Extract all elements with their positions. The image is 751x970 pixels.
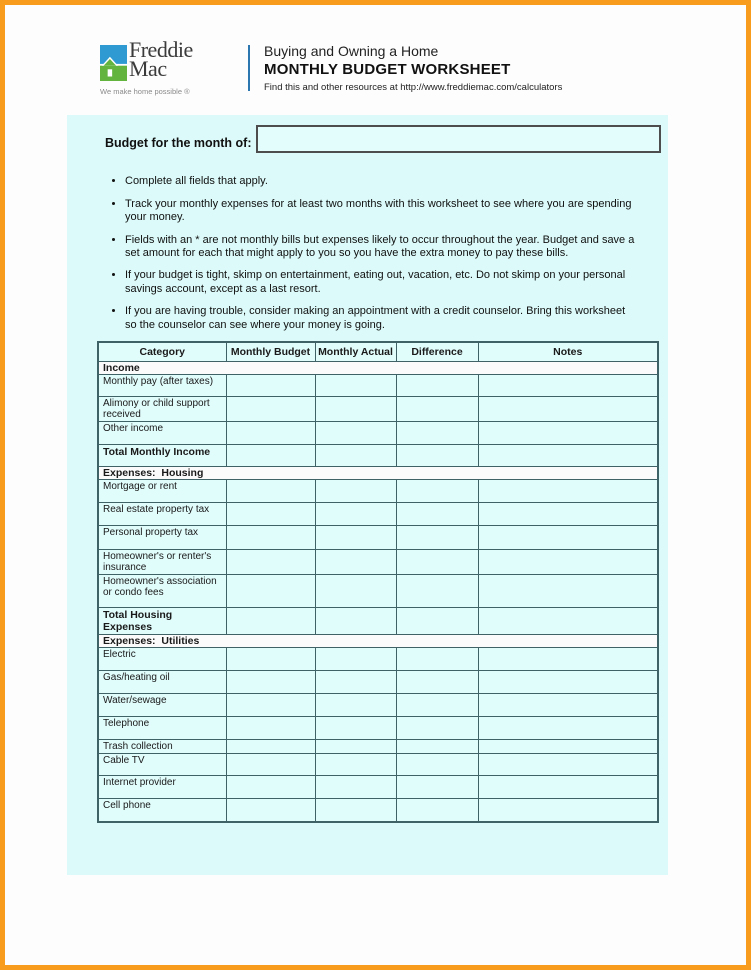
- actual-cell[interactable]: [315, 776, 396, 799]
- instruction-item: • Track your monthly expenses for at least two months with this worksheet to see where you are spending your money.: [125, 198, 637, 224]
- budget-cell[interactable]: [226, 575, 315, 608]
- notes-cell[interactable]: [478, 754, 658, 776]
- table-row: [98, 799, 658, 822]
- budget-cell[interactable]: [226, 550, 315, 575]
- actual-cell[interactable]: [315, 648, 396, 671]
- notes-cell[interactable]: [478, 375, 658, 397]
- budget-table: [97, 341, 659, 823]
- notes-cell[interactable]: [478, 694, 658, 717]
- document-title: MONTHLY BUDGET WORKSHEET: [264, 61, 511, 78]
- actual-cell[interactable]: [315, 397, 396, 422]
- notes-cell[interactable]: [478, 648, 658, 671]
- table-row: [98, 776, 658, 799]
- difference-cell[interactable]: [396, 445, 478, 467]
- document-header: [100, 37, 563, 96]
- notes-cell[interactable]: [478, 671, 658, 694]
- difference-cell[interactable]: [396, 503, 478, 526]
- notes-cell[interactable]: [478, 550, 658, 575]
- column-header: Notes: [478, 342, 658, 362]
- difference-cell[interactable]: [396, 754, 478, 776]
- instruction-item: • If your budget is tight, skimp on entertainment, eating out, vacation, etc. Do not skimp on your personal savings account, except as a last resort.: [125, 269, 637, 295]
- budget-cell[interactable]: [226, 526, 315, 550]
- freddie-mac-house-icon: [100, 45, 127, 81]
- category-cell: Personal property tax: [98, 526, 226, 550]
- category-cell: Monthly pay (after taxes): [98, 375, 226, 397]
- table-row: [98, 635, 658, 648]
- actual-cell[interactable]: [315, 799, 396, 822]
- table-row: [98, 575, 658, 608]
- table-header-row: [98, 342, 658, 362]
- brand-name: Freddie Mac: [129, 37, 193, 81]
- freddie-mac-logo: [100, 37, 232, 96]
- table-row: [98, 526, 658, 550]
- actual-cell[interactable]: [315, 375, 396, 397]
- category-cell: Mortgage or rent: [98, 480, 226, 503]
- table-row: [98, 375, 658, 397]
- table-row: [98, 671, 658, 694]
- notes-cell[interactable]: [478, 445, 658, 467]
- budget-cell[interactable]: [226, 671, 315, 694]
- notes-cell[interactable]: [478, 776, 658, 799]
- actual-cell[interactable]: [315, 694, 396, 717]
- category-cell: Total Monthly Income: [98, 445, 226, 467]
- section-header: Expenses: Housing: [98, 467, 658, 480]
- difference-cell[interactable]: [396, 526, 478, 550]
- table-row: [98, 754, 658, 776]
- notes-cell[interactable]: [478, 717, 658, 740]
- resources-note: Find this and other resources at http://www.freddiemac.com/calculators: [264, 82, 563, 93]
- actual-cell[interactable]: [315, 717, 396, 740]
- difference-cell[interactable]: [396, 375, 478, 397]
- column-header: Monthly Budget: [226, 342, 315, 362]
- actual-cell[interactable]: [315, 480, 396, 503]
- category-cell: Homeowner's association or condo fees: [98, 575, 226, 608]
- difference-cell[interactable]: [396, 422, 478, 445]
- month-row: [67, 125, 668, 155]
- actual-cell[interactable]: [315, 608, 396, 635]
- category-cell: Other income: [98, 422, 226, 445]
- actual-cell[interactable]: [315, 422, 396, 445]
- actual-cell[interactable]: [315, 550, 396, 575]
- table-row: [98, 467, 658, 480]
- notes-cell[interactable]: [478, 575, 658, 608]
- category-cell: Telephone: [98, 717, 226, 740]
- worksheet-panel: [67, 115, 668, 875]
- column-header: Difference: [396, 342, 478, 362]
- budget-cell[interactable]: [226, 717, 315, 740]
- difference-cell[interactable]: [396, 776, 478, 799]
- budget-cell[interactable]: [226, 445, 315, 467]
- difference-cell[interactable]: [396, 608, 478, 635]
- category-cell: Gas/heating oil: [98, 671, 226, 694]
- actual-cell[interactable]: [315, 526, 396, 550]
- notes-cell[interactable]: [478, 422, 658, 445]
- instruction-item: • Complete all fields that apply.: [125, 175, 637, 188]
- difference-cell[interactable]: [396, 671, 478, 694]
- table-row: [98, 648, 658, 671]
- actual-cell[interactable]: [315, 671, 396, 694]
- category-cell: Real estate property tax: [98, 503, 226, 526]
- table-row: [98, 362, 658, 375]
- difference-cell[interactable]: [396, 717, 478, 740]
- table-row: [98, 694, 658, 717]
- budget-cell[interactable]: [226, 397, 315, 422]
- category-cell: Trash collection: [98, 740, 226, 754]
- budget-cell[interactable]: [226, 694, 315, 717]
- table-row: [98, 445, 658, 467]
- actual-cell[interactable]: [315, 740, 396, 754]
- instructions-list: [67, 161, 637, 341]
- difference-cell[interactable]: [396, 397, 478, 422]
- budget-cell[interactable]: [226, 648, 315, 671]
- table-row: [98, 740, 658, 754]
- budget-cell[interactable]: [226, 754, 315, 776]
- column-header: Monthly Actual: [315, 342, 396, 362]
- instruction-item: • If you are having trouble, consider making an appointment with a credit counselor. Bring this worksheet so the counselor can see where your money is going.: [125, 305, 637, 331]
- difference-cell[interactable]: [396, 740, 478, 754]
- document-category: Buying and Owning a Home: [264, 43, 439, 59]
- category-cell: Homeowner's or renter's insurance: [98, 550, 226, 575]
- notes-cell[interactable]: [478, 740, 658, 754]
- budget-cell[interactable]: [226, 375, 315, 397]
- notes-cell[interactable]: [478, 526, 658, 550]
- title-block: [264, 41, 562, 93]
- table-row: [98, 550, 658, 575]
- table-row: [98, 717, 658, 740]
- budget-cell[interactable]: [226, 740, 315, 754]
- table-row: [98, 422, 658, 445]
- budget-cell[interactable]: [226, 799, 315, 822]
- header-divider: [248, 45, 250, 91]
- difference-cell[interactable]: [396, 550, 478, 575]
- category-cell: Internet provider: [98, 776, 226, 799]
- difference-cell[interactable]: [396, 799, 478, 822]
- actual-cell[interactable]: [315, 575, 396, 608]
- instruction-item: • Fields with an * are not monthly bills but expenses likely to occur throughout the year. Budget and save a set amount for each that might apply to you so you have the extra money to pay these bills.: [125, 234, 637, 260]
- notes-cell[interactable]: [478, 480, 658, 503]
- difference-cell[interactable]: [396, 648, 478, 671]
- brand-tagline: We make home possible ®: [100, 87, 190, 96]
- budget-cell[interactable]: [226, 608, 315, 635]
- difference-cell[interactable]: [396, 575, 478, 608]
- category-cell: Electric: [98, 648, 226, 671]
- actual-cell[interactable]: [315, 445, 396, 467]
- actual-cell[interactable]: [315, 754, 396, 776]
- category-cell: Alimony or child support received: [98, 397, 226, 422]
- budget-cell[interactable]: [226, 422, 315, 445]
- actual-cell[interactable]: [315, 503, 396, 526]
- budget-cell[interactable]: [226, 480, 315, 503]
- month-label: Budget for the month of:: [105, 136, 252, 150]
- table-row: [98, 503, 658, 526]
- difference-cell[interactable]: [396, 694, 478, 717]
- difference-cell[interactable]: [396, 480, 478, 503]
- category-cell: Water/sewage: [98, 694, 226, 717]
- category-cell: Cable TV: [98, 754, 226, 776]
- month-input[interactable]: [256, 125, 661, 153]
- notes-cell[interactable]: [478, 799, 658, 822]
- table-row: [98, 397, 658, 422]
- table-row: [98, 480, 658, 503]
- budget-cell[interactable]: [226, 503, 315, 526]
- section-header: Income: [98, 362, 658, 375]
- worksheet-page: [5, 5, 746, 965]
- category-cell: Cell phone: [98, 799, 226, 822]
- table-row: [98, 608, 658, 635]
- section-header: Expenses: Utilities: [98, 635, 658, 648]
- notes-cell[interactable]: [478, 608, 658, 635]
- column-header: Category: [98, 342, 226, 362]
- notes-cell[interactable]: [478, 397, 658, 422]
- notes-cell[interactable]: [478, 503, 658, 526]
- category-cell: Total Housing Expenses: [98, 608, 226, 635]
- budget-cell[interactable]: [226, 776, 315, 799]
